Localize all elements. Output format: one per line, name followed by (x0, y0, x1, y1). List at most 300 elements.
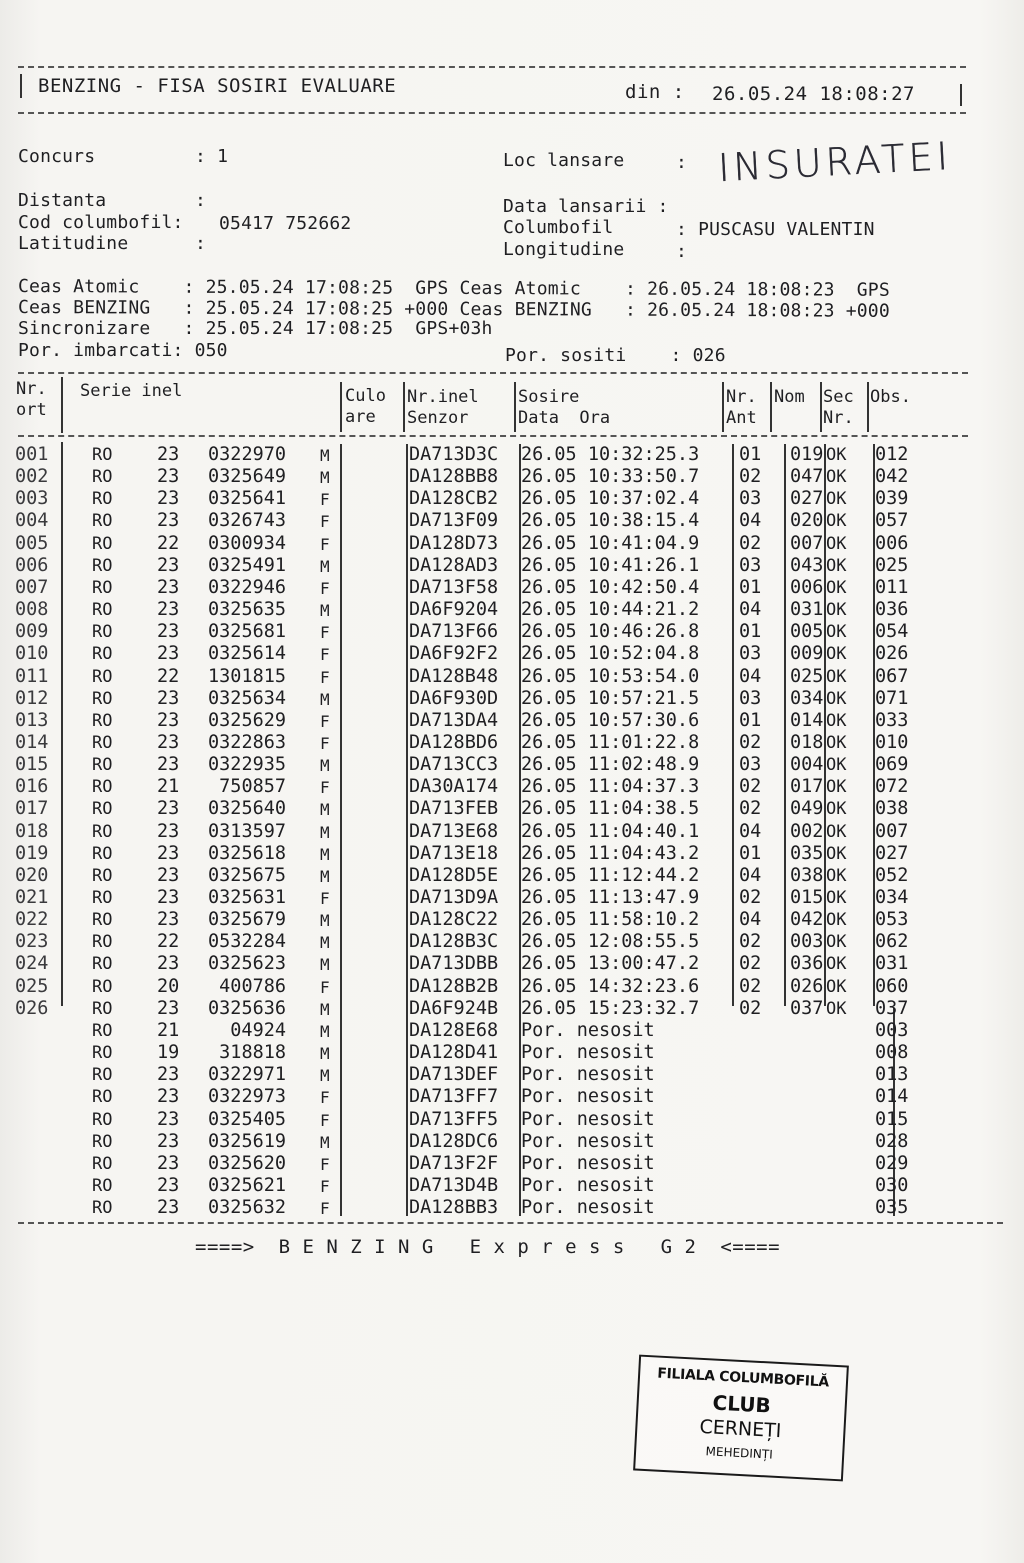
cell-ring-country: RO (92, 1065, 113, 1086)
cell-arrival-time: 26.05 10:52:04.8 (521, 643, 700, 665)
cell-row-number: 010 (15, 643, 49, 665)
cell-row-number: 026 (15, 997, 49, 1019)
cell-row-number: 009 (15, 621, 49, 643)
porumbei-imbarcati: Por. imbarcati: 050 (18, 340, 228, 361)
cell-sex: F (320, 512, 330, 532)
cell-arrival-time: Por. nesosit (521, 1174, 655, 1196)
cell-row-number: 007 (15, 576, 49, 598)
table-row (0, 444, 1024, 466)
cell-nom-number: 006 (790, 576, 824, 598)
table-row (0, 710, 1024, 732)
cell-obs-number: 069 (875, 754, 909, 776)
cell-row-number: 021 (15, 887, 49, 908)
clock-benzing-line: Ceas BENZING : 25.05.24 17:08:25 +000 Ceas BENZING : 26.05.24 18:08:23 +000 (17, 297, 890, 322)
cell-arrival-time: 26.05 10:33:50.7 (521, 466, 700, 488)
cell-sensor-ring: DA6F92F2 (409, 643, 499, 665)
cell-ring-country: RO (92, 799, 113, 820)
cell-obs-number: 010 (875, 731, 909, 753)
cell-ring-number: 0325491 (208, 554, 286, 576)
concurs-value: : 1 (195, 146, 229, 167)
cell-row-number: 025 (15, 975, 49, 997)
cell-antenna-number: 04 (739, 599, 762, 621)
cell-security-status: OK (826, 577, 847, 598)
cell-ring-country: RO (92, 1087, 113, 1108)
cell-security-status: OK (826, 600, 847, 621)
cell-security-status: OK (826, 622, 847, 643)
cell-ring-year: 23 (157, 820, 180, 842)
cell-nom-number: 038 (790, 864, 824, 886)
cell-obs-number: 007 (875, 820, 909, 842)
cell-ring-year: 20 (157, 975, 180, 997)
cell-ring-country: RO (92, 1198, 113, 1219)
cell-sex: M (320, 689, 330, 709)
cell-arrival-time: Por. nesosit (521, 1042, 655, 1064)
cell-arrival-time: 26.05 10:38:15.4 (521, 510, 700, 532)
cell-obs-number: 030 (875, 1174, 909, 1196)
cell-obs-number: 015 (875, 1108, 909, 1130)
cell-antenna-number: 03 (739, 554, 762, 576)
cell-antenna-number: 02 (739, 731, 762, 753)
cell-obs-number: 025 (875, 554, 909, 576)
cell-security-status: OK (826, 732, 847, 753)
cell-arrival-time: 26.05 10:44:21.2 (521, 599, 700, 621)
cell-row-number: 022 (15, 909, 49, 931)
cell-row-number: 015 (15, 754, 49, 776)
cell-ring-number: 0300934 (208, 532, 286, 554)
cell-sex: F (320, 977, 330, 997)
cell-sex: F (320, 1088, 330, 1108)
cell-ring-country: RO (92, 1020, 113, 1041)
cell-ring-number: 0325620 (208, 1152, 286, 1174)
porumbei-sositi: Por. sositi : 026 (505, 345, 726, 366)
cell-obs-number: 071 (875, 687, 909, 709)
clock-atomic-line: Ceas Atomic : 25.05.24 17:08:25 GPS Ceas Atomic : 26.05.24 18:08:23 GPS (17, 276, 890, 301)
distanta-colon: : (195, 190, 207, 211)
longitudine-label: Longitudine (503, 239, 625, 260)
longitudine-colon: : (676, 241, 688, 262)
cell-ring-number: 1301815 (208, 665, 286, 687)
col-sep (867, 382, 869, 432)
cell-arrival-time: Por. nesosit (521, 1019, 655, 1041)
cell-obs-number: 034 (875, 887, 909, 908)
cell-sex: M (320, 866, 330, 886)
cell-antenna-number: 03 (739, 643, 762, 665)
cell-antenna-number: 04 (739, 510, 762, 532)
cell-ring-year: 23 (157, 1152, 180, 1174)
cell-security-status: OK (826, 489, 847, 510)
col-header-nr: Nr. ort (16, 379, 47, 420)
cell-obs-number: 011 (875, 576, 909, 598)
cell-antenna-number: 02 (739, 953, 762, 975)
cell-ring-number: 0325405 (208, 1108, 286, 1130)
cell-security-status: OK (826, 799, 847, 820)
cell-sex: F (320, 778, 330, 798)
cell-sensor-ring: DA128C22 (409, 909, 499, 931)
distanta-label: Distanta (18, 190, 107, 211)
columbofil-value: : PUSCASU VALENTIN (676, 219, 875, 240)
cell-nom-number: 049 (790, 798, 824, 820)
table-row (0, 821, 1024, 843)
cell-row-number: 006 (15, 554, 49, 576)
cell-nom-number: 005 (790, 621, 824, 643)
cell-obs-number: 029 (875, 1152, 909, 1174)
cell-sensor-ring: DA128BB8 (409, 466, 499, 488)
cell-sensor-ring: DA128D41 (409, 1042, 499, 1064)
cell-sensor-ring: DA713FF5 (409, 1108, 499, 1130)
columbofil-label: Columbofil (503, 217, 614, 238)
table-row (0, 621, 1024, 643)
cell-ring-year: 23 (157, 576, 180, 598)
cell-obs-number: 053 (875, 909, 909, 931)
cell-nom-number: 003 (790, 931, 824, 953)
cell-sex: M (320, 800, 330, 820)
table-row (0, 1042, 1024, 1064)
cell-sex: M (320, 556, 330, 576)
cell-ring-number: 0322935 (208, 754, 286, 776)
cell-sensor-ring: DA713D3C (409, 444, 499, 465)
cell-ring-number: 04924 (230, 1019, 286, 1041)
cell-sensor-ring: DA30A174 (409, 776, 499, 798)
cell-ring-country: RO (92, 666, 113, 687)
cell-obs-number: 012 (875, 444, 909, 465)
cell-obs-number: 062 (875, 931, 909, 953)
cell-ring-country: RO (92, 1175, 113, 1196)
cell-sex: M (320, 999, 330, 1019)
cell-sensor-ring: DA6F930D (409, 687, 499, 709)
cell-ring-country: RO (92, 843, 113, 864)
table-row (0, 776, 1024, 798)
cell-nom-number: 025 (790, 665, 824, 687)
cell-obs-number: 013 (875, 1064, 909, 1086)
cell-sensor-ring: DA6F9204 (409, 599, 499, 621)
cell-ring-year: 23 (157, 754, 180, 776)
cell-arrival-time: 26.05 13:00:47.2 (521, 953, 700, 975)
report-title: BENZING - FISA SOSIRI EVALUARE (38, 75, 397, 97)
cell-ring-year: 22 (157, 665, 180, 687)
cell-nom-number: 014 (790, 709, 824, 731)
cell-nom-number: 027 (790, 488, 824, 510)
latitudine-label: Latitudine (18, 233, 129, 254)
col-sep (514, 382, 516, 432)
cell-security-status: OK (826, 710, 847, 731)
cell-sensor-ring: DA128B2B (409, 975, 499, 997)
cell-security-status: OK (826, 865, 847, 886)
cell-sex: F (320, 645, 330, 665)
col-sep (61, 377, 63, 433)
cell-security-status: OK (826, 555, 847, 576)
cell-security-status: OK (826, 777, 847, 798)
cell-ring-number: 0322946 (208, 576, 286, 598)
header-top-rule (18, 66, 966, 68)
cod-columbofil-label: Cod columbofil: (18, 212, 184, 233)
report-date: 26.05.24 18:08:27 (712, 83, 915, 105)
cell-arrival-time: 26.05 10:57:21.5 (521, 687, 700, 709)
cell-arrival-time: Por. nesosit (521, 1197, 655, 1219)
loc-lansare-label: Loc lansare (503, 150, 625, 171)
cell-row-number: 013 (15, 709, 49, 731)
cell-row-number: 020 (15, 864, 49, 886)
cell-ring-number: 0325635 (208, 599, 286, 621)
cell-sensor-ring: DA128BB3 (409, 1197, 499, 1219)
cell-sex: F (320, 733, 330, 753)
cell-sensor-ring: DA128E68 (409, 1019, 499, 1041)
cell-ring-year: 23 (157, 887, 180, 908)
cell-nom-number: 043 (790, 554, 824, 576)
table-row (0, 643, 1024, 665)
cell-ring-year: 23 (157, 643, 180, 665)
col-header-serie: Serie inel (80, 381, 183, 401)
cell-arrival-time: Por. nesosit (521, 1064, 655, 1086)
cell-arrival-time: 26.05 10:41:26.1 (521, 554, 700, 576)
cell-nom-number: 042 (790, 909, 824, 931)
stamp-line-cerneti: CERNEȚI (698, 1415, 782, 1443)
cell-security-status: OK (826, 998, 847, 1019)
cell-antenna-number: 01 (739, 444, 762, 465)
cell-row-number: 003 (15, 488, 49, 510)
cell-sensor-ring: DA128D73 (409, 532, 499, 554)
table-row (0, 953, 1024, 975)
cell-obs-number: 006 (875, 532, 909, 554)
cell-sex: F (320, 1110, 330, 1130)
col-sep (403, 382, 405, 432)
cell-ring-number: 0325679 (208, 909, 286, 931)
cell-security-status: OK (826, 888, 847, 908)
cell-ring-number: 0325636 (208, 997, 286, 1019)
cell-sex: F (320, 711, 330, 731)
latitudine-colon: : (195, 233, 207, 254)
table-row (0, 466, 1024, 488)
cell-sex: M (320, 1021, 330, 1041)
table-row (0, 533, 1024, 555)
stamp-line-filiala: FILIALA COLUMBOFILĂ (656, 1365, 830, 1391)
cell-ring-country: RO (92, 1043, 113, 1064)
cell-ring-number: 318818 (219, 1042, 286, 1064)
cell-ring-country: RO (92, 777, 113, 798)
table-row (0, 599, 1024, 621)
cell-sensor-ring: DA713E18 (409, 842, 499, 864)
table-row (0, 732, 1024, 754)
cell-sensor-ring: DA128B48 (409, 665, 499, 687)
cell-sensor-ring: DA128BD6 (409, 731, 499, 753)
cell-ring-year: 22 (157, 532, 180, 554)
cell-ring-number: 0322971 (208, 1064, 286, 1086)
cell-ring-year: 23 (157, 1174, 180, 1196)
cell-antenna-number: 01 (739, 576, 762, 598)
cell-sex: M (320, 933, 330, 953)
cell-ring-country: RO (92, 1153, 113, 1174)
footer-brand: ====> B E N Z I N G E x p r e s s G 2 <==== (195, 1236, 781, 1258)
cell-ring-year: 23 (157, 444, 180, 465)
cell-ring-year: 23 (157, 687, 180, 709)
cell-arrival-time: 26.05 10:53:54.0 (521, 665, 700, 687)
cell-ring-number: 750857 (219, 776, 286, 798)
table-row (0, 865, 1024, 887)
cell-sex: M (320, 1044, 330, 1064)
cell-nom-number: 037 (790, 997, 824, 1019)
cell-sex: F (320, 534, 330, 554)
cell-arrival-time: 26.05 10:41:04.9 (521, 532, 700, 554)
cell-ring-country: RO (92, 910, 113, 931)
cell-row-number: 014 (15, 731, 49, 753)
cell-sex: F (320, 1199, 330, 1219)
table-row (0, 798, 1024, 820)
cell-obs-number: 052 (875, 864, 909, 886)
col-sep (770, 382, 772, 432)
cell-obs-number: 042 (875, 466, 909, 488)
cell-ring-year: 23 (157, 1130, 180, 1152)
cell-sex: M (320, 955, 330, 975)
cell-arrival-time: 26.05 11:12:44.2 (521, 864, 700, 886)
cell-nom-number: 009 (790, 643, 824, 665)
cell-sex: M (320, 601, 330, 621)
cell-sensor-ring: DA713E68 (409, 820, 499, 842)
cell-security-status: OK (826, 445, 847, 465)
cell-security-status: OK (826, 954, 847, 975)
stamp-line-mehedinti: MEHEDINȚI (705, 1444, 774, 1462)
cell-obs-number: 035 (875, 1197, 909, 1219)
cell-obs-number: 003 (875, 1019, 909, 1041)
cell-obs-number: 072 (875, 776, 909, 798)
cell-antenna-number: 02 (739, 975, 762, 997)
cell-nom-number: 007 (790, 532, 824, 554)
cell-sensor-ring: DA713D4B (409, 1174, 499, 1196)
cell-sex: M (320, 756, 330, 776)
cell-nom-number: 035 (790, 842, 824, 864)
cell-obs-number: 031 (875, 953, 909, 975)
cell-antenna-number: 01 (739, 621, 762, 643)
cell-sex: M (320, 844, 330, 864)
stamp-line-club: CLUB (712, 1390, 772, 1418)
cell-sensor-ring: DA713D9A (409, 887, 499, 908)
cell-antenna-number: 02 (739, 887, 762, 908)
cell-arrival-time: 26.05 11:02:48.9 (521, 754, 700, 776)
cell-ring-country: RO (92, 644, 113, 665)
cell-ring-number: 0325634 (208, 687, 286, 709)
cell-row-number: 012 (15, 687, 49, 709)
cell-nom-number: 047 (790, 466, 824, 488)
cell-security-status: OK (826, 533, 847, 554)
cell-antenna-number: 02 (739, 532, 762, 554)
col-sep (722, 382, 724, 432)
col-header-nom: Nom (774, 387, 805, 407)
data-lansarii-label: Data lansarii : (503, 196, 669, 217)
cell-ring-number: 0325621 (208, 1174, 286, 1196)
cell-security-status: OK (826, 976, 847, 997)
cell-ring-year: 23 (157, 488, 180, 510)
cell-arrival-time: 26.05 10:32:25.3 (521, 444, 700, 465)
cell-row-number: 004 (15, 510, 49, 532)
club-stamp (633, 1355, 849, 1482)
cell-sex: M (320, 1132, 330, 1152)
cell-ring-year: 23 (157, 1108, 180, 1130)
cell-sex: M (320, 468, 330, 488)
table-row (0, 976, 1024, 998)
cell-ring-year: 23 (157, 953, 180, 975)
cell-sex: F (320, 623, 330, 643)
header-left-border (20, 74, 22, 98)
table-row (0, 1086, 1024, 1108)
cell-arrival-time: 26.05 10:57:30.6 (521, 709, 700, 731)
cell-sensor-ring: DA713FEB (409, 798, 499, 820)
cell-ring-year: 23 (157, 599, 180, 621)
concurs-label: Concurs (18, 146, 96, 167)
cell-nom-number: 018 (790, 731, 824, 753)
cell-sensor-ring: DA6F924B (409, 997, 499, 1019)
cell-ring-year: 23 (157, 466, 180, 488)
cell-security-status: OK (826, 644, 847, 665)
cell-ring-number: 0532284 (208, 931, 286, 953)
cell-ring-year: 23 (157, 997, 180, 1019)
cell-ring-year: 23 (157, 621, 180, 643)
table-row (0, 577, 1024, 599)
cell-antenna-number: 03 (739, 754, 762, 776)
cell-antenna-number: 02 (739, 776, 762, 798)
cell-antenna-number: 03 (739, 687, 762, 709)
cell-sex: F (320, 490, 330, 510)
cell-ring-year: 23 (157, 510, 180, 532)
cell-ring-country: RO (92, 511, 113, 532)
cell-ring-country: RO (92, 467, 113, 488)
cell-ring-country: RO (92, 533, 113, 554)
cell-ring-country: RO (92, 821, 113, 842)
table-row (0, 1020, 1024, 1042)
cell-sex: M (320, 1066, 330, 1086)
col-header-obs: Obs. (870, 387, 911, 407)
table-row (0, 754, 1024, 776)
cell-sex: F (320, 578, 330, 598)
cell-arrival-time: 26.05 10:37:02.4 (521, 488, 700, 510)
cell-ring-number: 0325675 (208, 864, 286, 886)
cell-row-number: 017 (15, 798, 49, 820)
cell-obs-number: 060 (875, 975, 909, 997)
cell-ring-number: 0325681 (208, 621, 286, 643)
cell-nom-number: 026 (790, 975, 824, 997)
cell-ring-country: RO (92, 688, 113, 709)
cell-arrival-time: 26.05 14:32:23.6 (521, 975, 700, 997)
cell-row-number: 008 (15, 599, 49, 621)
cell-obs-number: 038 (875, 798, 909, 820)
cell-obs-number: 036 (875, 599, 909, 621)
cell-row-number: 001 (15, 444, 49, 465)
cell-ring-number: 0325629 (208, 709, 286, 731)
cell-ring-year: 23 (157, 842, 180, 864)
cell-ring-year: 23 (157, 709, 180, 731)
cell-sensor-ring: DA128DC6 (409, 1130, 499, 1152)
cell-security-status: OK (826, 755, 847, 776)
cell-arrival-time: 26.05 15:23:32.7 (521, 997, 700, 1019)
cell-nom-number: 020 (790, 510, 824, 532)
cell-obs-number: 067 (875, 665, 909, 687)
cell-obs-number: 026 (875, 643, 909, 665)
cell-obs-number: 039 (875, 488, 909, 510)
cell-sex: F (320, 889, 330, 908)
cell-sensor-ring: DA128AD3 (409, 554, 499, 576)
table-row (0, 1153, 1024, 1175)
cell-ring-country: RO (92, 555, 113, 576)
table-row (0, 1109, 1024, 1131)
cell-nom-number: 002 (790, 820, 824, 842)
cell-nom-number: 019 (790, 444, 824, 465)
col-header-ant: Nr. Ant (726, 387, 757, 428)
cell-sensor-ring: DA713CC3 (409, 754, 499, 776)
col-header-culoare: Culo are (345, 386, 386, 427)
col-sep (340, 382, 342, 432)
cell-ring-number: 0322863 (208, 731, 286, 753)
cell-antenna-number: 01 (739, 842, 762, 864)
cell-obs-number: 057 (875, 510, 909, 532)
cell-obs-number: 008 (875, 1042, 909, 1064)
cell-antenna-number: 01 (739, 709, 762, 731)
